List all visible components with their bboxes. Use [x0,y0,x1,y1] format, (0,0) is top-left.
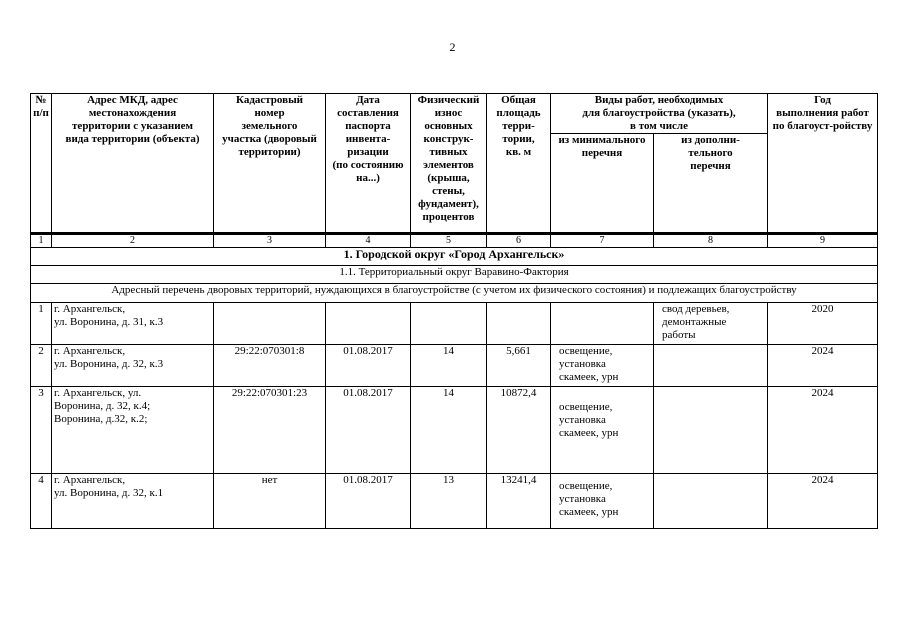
row-date [326,303,411,345]
row-area: 13241,4 [487,474,551,529]
table-row [31,345,878,387]
row-extra-works [654,387,768,474]
row-address: г. Архангельск, ул. Воронина, д. 32, к.1 [52,474,214,529]
row-area: 5,661 [487,345,551,387]
row-wear: 13 [411,474,487,529]
row-area [487,303,551,345]
row-wear [411,303,487,345]
row-wear: 14 [411,345,487,387]
header-row [31,94,878,134]
header-extra-list: из дополни- тельного перечня [654,134,768,234]
row-number: 1 [31,303,52,345]
row-date: 01.08.2017 [326,474,411,529]
header-number: № п/п [31,94,52,234]
header-work-types: Виды работ, необходимых для благоустройства (указать), в том числе [551,94,768,134]
row-number: 3 [31,387,52,474]
row-min-works: освещение, установка скамеек, урн [551,345,654,387]
header-year: Год выполнения работ по благоуст-ройству [768,94,878,234]
row-min-works: освещение, установка скамеек, урн [551,474,654,529]
table-row [31,387,878,474]
header-total-area: Общая площадь терри- тории, кв. м [487,94,551,234]
row-year: 2020 [768,303,878,345]
row-min-works [551,303,654,345]
header-cadastral: Кадастровый номер земельного участка (дворовый территории) [214,94,326,234]
row-year: 2024 [768,345,878,387]
header-address: Адрес МКД, адрес местонахождения территории с указанием вида территории (объекта) [52,94,214,234]
column-number: 3 [214,235,326,248]
column-number: 6 [487,235,551,248]
subsection-title: 1.1. Территориальный округ Варавино-Фактория [31,266,878,284]
column-number: 8 [654,235,768,248]
column-number: 4 [326,235,411,248]
header-passport-date: Дата составления паспорта инвента- ризации (по состоянию на...) [326,94,411,234]
table-row [31,474,878,529]
list-title-row [31,284,878,303]
row-cadastral [214,303,326,345]
section-row [31,248,878,266]
row-extra-works [654,474,768,529]
column-number: 1 [31,235,52,248]
row-cadastral: 29:22:070301:8 [214,345,326,387]
header-min-list: из минимального перечня [551,134,654,234]
column-number: 2 [52,235,214,248]
row-address: г. Архангельск, ул. Воронина, д. 32, к.3 [52,345,214,387]
row-extra-works [654,345,768,387]
list-title: Адресный перечень дворовых территорий, нуждающихся в благоустройстве (с учетом их физического состояния) и подлежащих благоустройству [31,284,878,303]
row-year: 2024 [768,474,878,529]
subsection-row [31,266,878,284]
table-row [31,303,878,345]
row-min-works: освещение, установка скамеек, урн [551,387,654,474]
row-address: г. Архангельск, ул. Воронина, д. 31, к.3 [52,303,214,345]
row-date: 01.08.2017 [326,345,411,387]
row-cadastral: 29:22:070301:23 [214,387,326,474]
row-date: 01.08.2017 [326,387,411,474]
header-physical-wear: Физический износ основных конструк- тивных элементов (крыша, стены, фундамент), процентов [411,94,487,234]
column-number: 5 [411,235,487,248]
column-number: 7 [551,235,654,248]
row-wear: 14 [411,387,487,474]
column-numbers-row [31,235,878,248]
row-number: 2 [31,345,52,387]
row-area: 10872,4 [487,387,551,474]
page-number: 2 [449,40,456,54]
row-address: г. Архангельск, ул. Воронина, д. 32, к.4; Воронина, д.32, к.2; [52,387,214,474]
row-number: 4 [31,474,52,529]
row-cadastral: нет [214,474,326,529]
row-extra-works: свод деревьев, демонтажные работы [654,303,768,345]
section-title: 1. Городской округ «Город Архангельск» [31,248,878,266]
row-year: 2024 [768,387,878,474]
column-number: 9 [768,235,878,248]
courtyard-register-table [30,93,878,529]
